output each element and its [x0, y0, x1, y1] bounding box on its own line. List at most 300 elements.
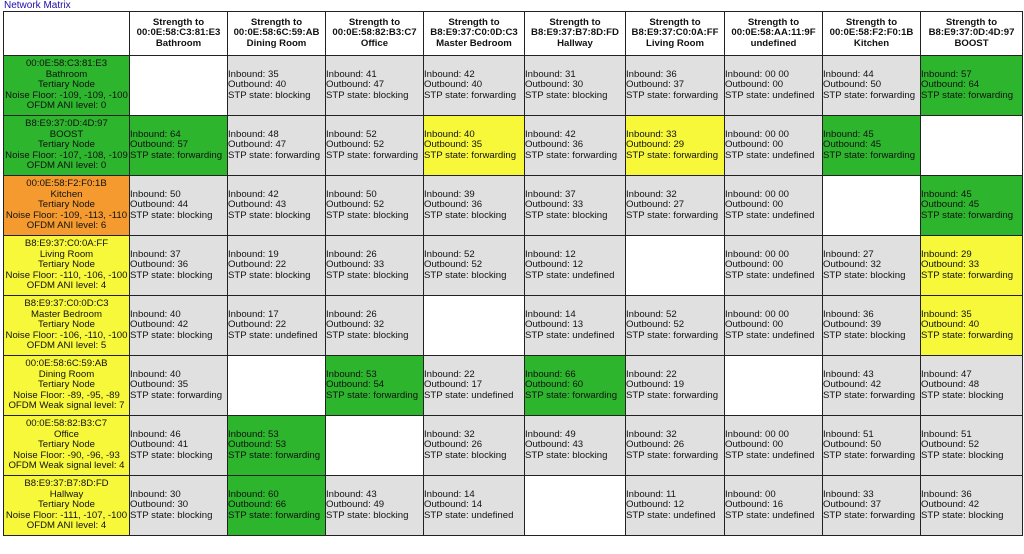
cell-text-line: STP state: blocking [130, 449, 213, 461]
strength-cell [921, 56, 1023, 116]
matrix-row [4, 176, 1023, 236]
cell-text-line: Outbound: 43 [525, 439, 584, 451]
cell-text-line: STP state: blocking [326, 89, 409, 101]
cell-text-line: STP state: undefined [725, 89, 815, 101]
cell-text-line: BOOST [954, 37, 989, 49]
cell-text-line: Tertiary Node [37, 319, 96, 331]
cell-text-line: Inbound: 51 [921, 428, 972, 440]
strength-cell [921, 236, 1023, 296]
strength-cell [228, 56, 326, 116]
cell-text-line: Inbound: 66 [525, 368, 576, 380]
strength-cell [326, 476, 424, 536]
cell-text-line: Inbound: 37 [130, 248, 181, 260]
cell-text-line: Inbound: 42 [228, 188, 279, 200]
cell-text-line: OFDM ANI level: 0 [26, 100, 107, 112]
cell-text-line: STP state: blocking [424, 449, 507, 461]
network-matrix-link[interactable]: Network Matrix [4, 0, 71, 11]
cell-text-line: 00:0E:58:F2:F0:1B [829, 27, 914, 39]
cell-text-line: STP state: blocking [823, 329, 906, 341]
cell-text-line: STP state: blocking [228, 209, 311, 221]
cell-text-line: STP state: forwarding [424, 149, 517, 161]
cell-text-line: Inbound: 42 [424, 68, 475, 80]
strength-cell [823, 296, 921, 356]
row-header-node [4, 416, 130, 476]
cell-text-line: STP state: forwarding [626, 149, 719, 161]
cell-text-line: Inbound: 00 00 [725, 308, 790, 320]
cell-text-line: Tertiary Node [37, 259, 96, 271]
cell-text-line: undefined [750, 37, 797, 49]
strength-cell [921, 176, 1023, 236]
cell-text-line: B8:E9:37:B7:8D:FD [24, 478, 109, 490]
cell-text-line: Inbound: 39 [424, 188, 475, 200]
cell-text-line: 00:0E:58:AA:11:9F [731, 27, 816, 39]
cell-text-line: Outbound: 22 [228, 319, 287, 331]
cell-text-line: STP state: forwarding [525, 389, 618, 401]
strength-cell [921, 476, 1023, 536]
matrix-header-row [4, 12, 1023, 56]
strength-cell [326, 116, 424, 176]
cell-text-line: Strength to [845, 16, 898, 28]
cell-text-line: Strength to [250, 16, 303, 28]
cell-text-line: Inbound: 43 [823, 368, 874, 380]
cell-text-line: Inbound: 14 [525, 308, 576, 320]
cell-text-line: 00:0E:58:6C:59:AB [233, 27, 320, 39]
cell-text-line: Outbound: 00 [725, 259, 784, 271]
cell-text-line: Outbound: 00 [725, 79, 784, 91]
cell-text-line: Outbound: 57 [130, 139, 189, 151]
cell-text-line: Inbound: 53 [326, 368, 377, 380]
row-header-node [4, 296, 130, 356]
cell-text-line: STP state: undefined [424, 509, 514, 521]
cell-text-line: Bathroom [45, 68, 88, 80]
cell-text-line: Noise Floor: -110, -106, -100 [5, 269, 128, 281]
column-header-8 [823, 12, 921, 56]
cell-text-line: Outbound: 60 [525, 379, 584, 391]
cell-text-line: Outbound: 33 [326, 259, 385, 271]
cell-text-line: Noise Floor: -109, -109, -100 [5, 89, 128, 101]
cell-text-line: Hallway [557, 37, 593, 49]
strength-cell [228, 176, 326, 236]
cell-text-line: Outbound: 00 [725, 319, 784, 331]
cell-text-line: Inbound: 35 [921, 308, 972, 320]
column-header-6 [626, 12, 725, 56]
cell-text-line: Tertiary Node [37, 79, 96, 91]
cell-text-line: Inbound: 48 [228, 128, 279, 140]
strength-cell [725, 416, 823, 476]
strength-cell [626, 236, 725, 296]
cell-text-line: Inbound: 32 [626, 188, 677, 200]
cell-text-line: Outbound: 47 [326, 79, 385, 91]
strength-cell [823, 56, 921, 116]
cell-text-line: STP state: blocking [921, 509, 1004, 521]
cell-text-line: Outbound: 41 [130, 439, 189, 451]
strength-cell [525, 176, 626, 236]
cell-text-line: STP state: blocking [921, 389, 1004, 401]
strength-cell [228, 476, 326, 536]
cell-text-line: Inbound: 46 [130, 428, 181, 440]
strength-cell [525, 356, 626, 416]
row-header-node [4, 356, 130, 416]
cell-text-line: STP state: forwarding [228, 509, 321, 521]
cell-text-line: Inbound: 35 [228, 68, 279, 80]
cell-text-line: Outbound: 52 [326, 199, 385, 211]
strength-cell [130, 476, 228, 536]
strength-cell [326, 236, 424, 296]
cell-text-line: Office [54, 428, 79, 440]
cell-text-line: Outbound: 17 [424, 379, 483, 391]
cell-text-line: Outbound: 47 [228, 139, 287, 151]
matrix-row [4, 236, 1023, 296]
cell-text-line: STP state: blocking [326, 509, 409, 521]
strength-cell [130, 236, 228, 296]
cell-text-line: B8:E9:37:0D:4D:97 [928, 27, 1015, 39]
matrix-body [4, 56, 1023, 536]
cell-text-line: Outbound: 30 [130, 499, 189, 511]
cell-text-line: Inbound: 60 [228, 488, 279, 500]
cell-text-line: B8:E9:37:0D:4D:97 [25, 118, 108, 130]
cell-text-line: Inbound: 49 [525, 428, 576, 440]
cell-text-line: B8:E9:37:C0:0A:FF [24, 238, 109, 250]
cell-text-line: STP state: forwarding [823, 149, 916, 161]
strength-cell [424, 476, 525, 536]
strength-cell [424, 236, 525, 296]
strength-cell [725, 236, 823, 296]
cell-text-line: Outbound: 52 [326, 139, 385, 151]
cell-text-line: Outbound: 33 [921, 259, 980, 271]
cell-text-line: STP state: forwarding [921, 209, 1014, 221]
cell-text-line: Inbound: 36 [921, 488, 972, 500]
strength-cell [921, 416, 1023, 476]
cell-text-line: OFDM ANI level: 0 [26, 160, 107, 172]
cell-text-line: Outbound: 36 [525, 139, 584, 151]
cell-text-line: Inbound: 31 [525, 68, 576, 80]
cell-text-line: B8:E9:37:C0:0D:C3 [430, 27, 518, 39]
cell-text-line: Outbound: 40 [921, 319, 980, 331]
cell-text-line: Strength to [747, 16, 800, 28]
column-header-9 [921, 12, 1023, 56]
strength-cell [424, 356, 525, 416]
cell-text-line: Inbound: 45 [921, 188, 972, 200]
strength-cell [626, 176, 725, 236]
cell-text-line: Outbound: 42 [130, 319, 189, 331]
cell-text-line: Inbound: 52 [424, 248, 475, 260]
cell-text-line: Outbound: 49 [326, 499, 385, 511]
cell-text-line: STP state: forwarding [424, 89, 517, 101]
cell-text-line: Inbound: 32 [626, 428, 677, 440]
cell-text-line: Outbound: 22 [228, 259, 287, 271]
cell-text-line: Inbound: 00 00 [725, 248, 790, 260]
row-header-node [4, 176, 130, 236]
cell-text-line: STP state: undefined [725, 149, 815, 161]
cell-text-line: STP state: forwarding [921, 269, 1014, 281]
cell-text-line: 00:0E:58:82:B3:C7 [25, 418, 108, 430]
cell-text-line: STP state: forwarding [823, 449, 916, 461]
cell-text-line: STP state: forwarding [823, 389, 916, 401]
cell-text-line: Outbound: 00 [725, 439, 784, 451]
cell-text-line: STP state: blocking [326, 209, 409, 221]
cell-text-line: Outbound: 43 [228, 199, 287, 211]
cell-text-line: STP state: forwarding [626, 329, 719, 341]
cell-text-line: Outbound: 16 [725, 499, 784, 511]
strength-cell [228, 356, 326, 416]
row-header-node [4, 236, 130, 296]
cell-text-line: BOOST [49, 128, 84, 140]
cell-text-line: Outbound: 40 [228, 79, 287, 91]
cell-text-line: Inbound: 26 [326, 248, 377, 260]
strength-cell [725, 116, 823, 176]
cell-text-line: Outbound: 26 [424, 439, 483, 451]
cell-text-line: Dining Room [246, 37, 307, 49]
cell-text-line: STP state: forwarding [921, 329, 1014, 341]
cell-text-line: Inbound: 36 [823, 308, 874, 320]
cell-text-line: STP state: forwarding [921, 89, 1014, 101]
cell-text-line: STP state: blocking [921, 449, 1004, 461]
cell-text-line: Outbound: 19 [626, 379, 685, 391]
column-header-3 [326, 12, 424, 56]
cell-text-line: STP state: forwarding [130, 389, 223, 401]
cell-text-line: Outbound: 48 [921, 379, 980, 391]
cell-text-line: Outbound: 13 [525, 319, 584, 331]
cell-text-line: Outbound: 32 [326, 319, 385, 331]
cell-text-line: Outbound: 35 [424, 139, 483, 151]
cell-text-line: STP state: forwarding [326, 149, 419, 161]
cell-text-line: STP state: blocking [130, 269, 213, 281]
cell-text-line: Tertiary Node [37, 439, 96, 451]
cell-text-line: Inbound: 26 [326, 308, 377, 320]
cell-text-line: B8:E9:37:B7:8D:FD [531, 27, 619, 39]
cell-text-line: OFDM Weak signal level: 7 [8, 400, 125, 412]
matrix-row [4, 416, 1023, 476]
cell-text-line: STP state: undefined [424, 389, 514, 401]
cell-text-line: STP state: undefined [725, 209, 815, 221]
cell-text-line: Inbound: 57 [921, 68, 972, 80]
cell-text-line: Outbound: 64 [921, 79, 980, 91]
cell-text-line: Master Bedroom [436, 37, 512, 49]
cell-text-line: STP state: blocking [130, 329, 213, 341]
cell-text-line: Inbound: 43 [326, 488, 377, 500]
matrix-row [4, 56, 1023, 116]
cell-text-line: Strength to [549, 16, 601, 28]
cell-text-line: Outbound: 33 [525, 199, 584, 211]
cell-text-line: Outbound: 36 [130, 259, 189, 271]
cell-text-line: Inbound: 14 [424, 488, 475, 500]
cell-text-line: STP state: blocking [525, 89, 608, 101]
strength-cell [525, 56, 626, 116]
cell-text-line: Inbound: 52 [326, 128, 377, 140]
cell-text-line: Outbound: 42 [823, 379, 882, 391]
strength-cell [326, 356, 424, 416]
row-header-node [4, 116, 130, 176]
cell-text-line: Outbound: 27 [626, 199, 685, 211]
cell-text-line: STP state: forwarding [626, 209, 719, 221]
strength-cell [130, 356, 228, 416]
cell-text-line: Outbound: 30 [525, 79, 584, 91]
cell-text-line: Tertiary Node [37, 139, 96, 151]
cell-text-line: Strength to [945, 16, 998, 28]
cell-text-line: Living Room [645, 37, 705, 49]
cell-text-line: STP state: undefined [626, 509, 716, 521]
cell-text-line: Inbound: 00 00 [725, 188, 790, 200]
cell-text-line: Kitchen [853, 37, 890, 49]
cell-text-line: Inbound: 32 [424, 428, 475, 440]
strength-cell [424, 416, 525, 476]
cell-text-line: Tertiary Node [37, 499, 96, 511]
strength-cell [626, 56, 725, 116]
cell-text-line: 00:0E:58:C3:81:E3 [25, 58, 108, 70]
strength-cell [626, 296, 725, 356]
strength-cell [130, 56, 228, 116]
cell-text-line: Inbound: 51 [823, 428, 874, 440]
cell-text-line: STP state: undefined [725, 329, 815, 341]
cell-text-line: Inbound: 27 [823, 248, 874, 260]
cell-text-line: Inbound: 64 [130, 128, 181, 140]
cell-text-line: Master Bedroom [31, 308, 102, 320]
cell-text-line: 00:0E:58:F2:F0:1B [26, 178, 107, 190]
cell-text-line: 00:0E:58:C3:81:E3 [136, 27, 221, 39]
strength-cell [326, 296, 424, 356]
cell-text-line: Inbound: 50 [326, 188, 377, 200]
cell-text-line: Outbound: 00 [725, 139, 784, 151]
cell-text-line: STP state: undefined [525, 269, 615, 281]
cell-text-line: Tertiary Node [37, 199, 96, 211]
cell-text-line: Outbound: 36 [424, 199, 483, 211]
strength-cell [823, 416, 921, 476]
cell-text-line: Outbound: 12 [626, 499, 685, 511]
strength-cell [130, 116, 228, 176]
cell-text-line: Outbound: 54 [326, 379, 385, 391]
cell-text-line: Inbound: 40 [424, 128, 475, 140]
cell-text-line: Outbound: 37 [823, 499, 882, 511]
cell-text-line: 00:0E:58:6C:59:AB [25, 358, 108, 370]
strength-cell [823, 476, 921, 536]
cell-text-line: Noise Floor: -106, -110, -100 [5, 329, 128, 341]
column-header-5 [525, 12, 626, 56]
cell-text-line: STP state: undefined [725, 449, 815, 461]
cell-text-line: STP state: blocking [130, 509, 213, 521]
cell-text-line: Strength to [649, 16, 701, 28]
strength-cell [228, 296, 326, 356]
cell-text-line: Inbound: 42 [525, 128, 576, 140]
strength-cell [424, 56, 525, 116]
cell-text-line: Noise Floor: -107, -108, -109 [5, 149, 128, 161]
strength-cell [725, 296, 823, 356]
cell-text-line: Outbound: 45 [921, 199, 980, 211]
cell-text-line: Outbound: 52 [424, 259, 483, 271]
strength-cell [823, 356, 921, 416]
cell-text-line: STP state: blocking [525, 209, 608, 221]
cell-text-line: Outbound: 42 [921, 499, 980, 511]
cell-text-line: STP state: forwarding [228, 449, 321, 461]
cell-text-line: Inbound: 53 [228, 428, 279, 440]
strength-cell [725, 176, 823, 236]
cell-text-line: Inbound: 12 [525, 248, 576, 260]
cell-text-line: Inbound: 29 [921, 248, 972, 260]
cell-text-line: Dining Room [38, 368, 95, 380]
cell-text-line: OFDM Weak signal level: 4 [8, 460, 125, 472]
cell-text-line: STP state: forwarding [823, 509, 916, 521]
matrix-row [4, 476, 1023, 536]
cell-text-line: STP state: forwarding [130, 149, 223, 161]
strength-cell [326, 176, 424, 236]
strength-cell [626, 116, 725, 176]
cell-text-line: STP state: blocking [228, 269, 311, 281]
cell-text-line: Outbound: 45 [823, 139, 882, 151]
cell-text-line: Strength to [448, 16, 500, 28]
cell-text-line: Inbound: 44 [823, 68, 874, 80]
cell-text-line: OFDM ANI level: 4 [26, 280, 107, 292]
column-header-1 [130, 12, 228, 56]
cell-text-line: STP state: undefined [228, 329, 318, 341]
cell-text-line: OFDM ANI level: 4 [26, 520, 107, 532]
cell-text-line: Living Room [39, 248, 94, 260]
cell-text-line: Strength to [152, 16, 205, 28]
cell-text-line: Bathroom [155, 37, 202, 49]
cell-text-line: STP state: forwarding [326, 389, 419, 401]
cell-text-line: STP state: forwarding [525, 149, 618, 161]
cell-text-line: STP state: forwarding [626, 449, 719, 461]
matrix-row [4, 116, 1023, 176]
cell-text-line: Outbound: 66 [228, 499, 287, 511]
cell-text-line: Kitchen [50, 188, 83, 200]
cell-text-line: B8:E9:37:C0:0A:FF [631, 27, 719, 39]
network-matrix-table [3, 11, 1023, 536]
cell-text-line: STP state: forwarding [626, 389, 719, 401]
cell-text-line: STP state: blocking [424, 269, 507, 281]
strength-cell [725, 356, 823, 416]
cell-text-line: Inbound: 19 [228, 248, 279, 260]
strength-cell [626, 416, 725, 476]
cell-text-line: Inbound: 00 00 [725, 128, 790, 140]
cell-text-line: Inbound: 45 [823, 128, 874, 140]
strength-cell [228, 236, 326, 296]
cell-text-line: Inbound: 36 [626, 68, 677, 80]
cell-text-line: Hallway [49, 488, 84, 500]
strength-cell [326, 416, 424, 476]
cell-text-line: STP state: blocking [228, 89, 311, 101]
cell-text-line: Inbound: 47 [921, 368, 972, 380]
cell-text-line: Inbound: 22 [626, 368, 677, 380]
cell-text-line: Outbound: 40 [424, 79, 483, 91]
cell-text-line: Outbound: 35 [130, 379, 189, 391]
cell-text-line: Outbound: 52 [626, 319, 685, 331]
cell-text-line: Outbound: 44 [130, 199, 189, 211]
cell-text-line: Outbound: 00 [725, 199, 784, 211]
cell-text-line: STP state: undefined [725, 269, 815, 281]
cell-text-line: Inbound: 30 [130, 488, 181, 500]
strength-cell [823, 236, 921, 296]
cell-text-line: Inbound: 00 [725, 488, 776, 500]
strength-cell [921, 116, 1023, 176]
strength-cell [424, 176, 525, 236]
cell-text-line: STP state: blocking [130, 209, 213, 221]
cell-text-line: Inbound: 37 [525, 188, 576, 200]
corner-cell [4, 12, 130, 56]
strength-cell [921, 296, 1023, 356]
cell-text-line: Office [360, 37, 389, 49]
column-header-7 [725, 12, 823, 56]
strength-cell [525, 236, 626, 296]
cell-text-line: STP state: blocking [525, 449, 608, 461]
strength-cell [725, 476, 823, 536]
column-header-2 [228, 12, 326, 56]
strength-cell [725, 56, 823, 116]
cell-text-line: Inbound: 33 [626, 128, 677, 140]
cell-text-line: OFDM ANI level: 6 [26, 220, 107, 232]
strength-cell [823, 116, 921, 176]
strength-cell [228, 116, 326, 176]
cell-text-line: STP state: undefined [525, 329, 615, 341]
cell-text-line: Outbound: 29 [626, 139, 685, 151]
